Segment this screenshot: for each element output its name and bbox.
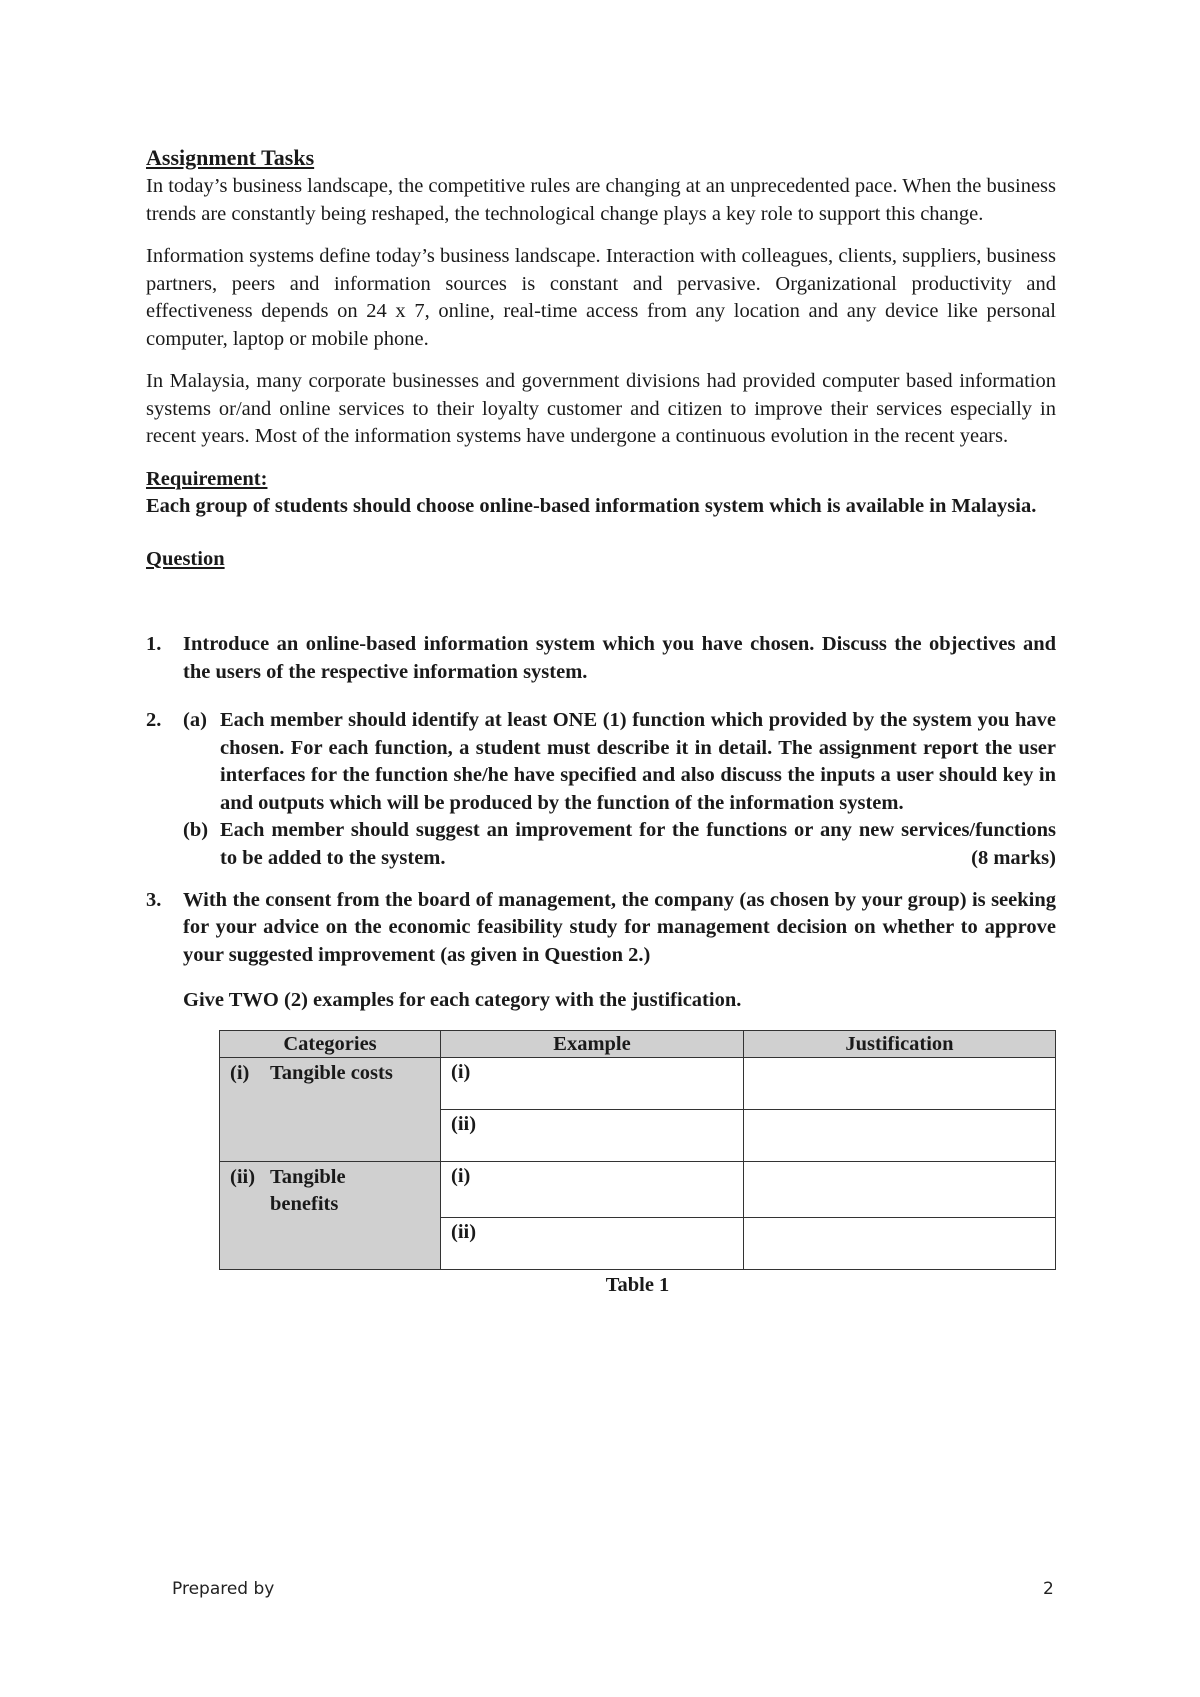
table-header-categories: Categories xyxy=(220,1031,441,1058)
table-header-justification: Justification xyxy=(744,1031,1056,1058)
table-caption: Table 1 xyxy=(605,1274,670,1296)
category-1-label: Tangible costs xyxy=(270,1062,393,1084)
example-label: (ii) xyxy=(451,1113,477,1135)
justification-cell xyxy=(744,1110,1056,1162)
justification-cell xyxy=(744,1218,1056,1270)
requirement-text: Each group of students should choose online-based information system which is available in Malaysia. xyxy=(146,494,1037,517)
category-1-number: (i) xyxy=(230,1062,250,1084)
question-2a-label: (a) xyxy=(183,709,207,731)
example-cell xyxy=(441,1162,744,1218)
category-2-label: Tangible benefits xyxy=(270,1166,346,1215)
question-2a xyxy=(183,707,1056,817)
example-label: (i) xyxy=(451,1061,471,1083)
intro-paragraph-3: In Malaysia, many corporate businesses and government divisions had provided computer based information systems or/and online services to their loyalty customer and citizen to improve their services especially in recent years. Most of the information systems have undergone a continuous evolution in the recent years. xyxy=(146,370,1056,447)
question-2a-text: Each member should identify at least ONE (1) function which provided by the system you have chosen. For each function, a student must describe it in detail. The assignment report the user interfaces for the function she/he have specified and also discuss the inputs a user should key in and outputs which will be produced by the function of the information system. xyxy=(220,709,1056,814)
example-label: (i) xyxy=(451,1165,471,1187)
justification-cell xyxy=(744,1162,1056,1218)
intro-paragraph-1: In today’s business landscape, the competitive rules are changing at an unprecedented pace. When the business trends are constantly being reshaped, the technological change plays a key role to support this change. xyxy=(146,175,1056,225)
question-1 xyxy=(146,631,1056,686)
question-2-number: 2. xyxy=(146,709,162,731)
categories-table xyxy=(219,1030,1056,1270)
document-page xyxy=(146,145,1056,1297)
footer-page-number: 2 xyxy=(1043,1579,1054,1599)
example-cell xyxy=(441,1218,744,1270)
question-3-text: With the consent from the board of management, the company (as chosen by your group) is seeking for your advice on the economic feasibility study for management decision on whether to approve your suggested improvement (as given in Question 2.) xyxy=(183,888,1056,966)
page-title: Assignment Tasks xyxy=(146,145,315,170)
justification-cell xyxy=(744,1058,1056,1110)
category-tangible-benefits xyxy=(220,1162,441,1270)
example-label: (ii) xyxy=(451,1221,477,1243)
category-2-number: (ii) xyxy=(230,1166,256,1188)
question-1-text: Introduce an online-based information system which you have chosen. Discuss the objectives and the users of the respective information system. xyxy=(183,633,1056,683)
question-2b-marks: (8 marks) xyxy=(971,847,1056,869)
example-cell xyxy=(441,1058,744,1110)
question-2 xyxy=(146,707,1056,873)
example-cell xyxy=(441,1110,744,1162)
question-3-instruction: Give TWO (2) examples for each category with the justification. xyxy=(183,989,742,1011)
question-2b-text: Each member should suggest an improvement for the functions or any new services/functions to be added to the system. xyxy=(220,819,1056,869)
question-2b-label: (b) xyxy=(183,819,209,841)
table-header-example: Example xyxy=(441,1031,744,1058)
question-2b xyxy=(183,817,1056,873)
intro-paragraph-2: Information systems define today’s business landscape. Interaction with colleagues, clients, suppliers, business partners, peers and information sources is constant and pervasive. Organizational productivity and effectiveness depends on 24 x 7, online, real-time access from any location and any device like personal computer, laptop or mobile phone. xyxy=(146,245,1056,350)
question-3-number: 3. xyxy=(146,888,162,911)
footer-prepared-by: Prepared by xyxy=(172,1579,275,1599)
question-3 xyxy=(146,887,1056,970)
question-heading: Question xyxy=(146,548,225,570)
requirement-heading: Requirement: xyxy=(146,467,268,490)
question-1-number: 1. xyxy=(146,633,162,655)
category-tangible-costs xyxy=(220,1058,441,1162)
